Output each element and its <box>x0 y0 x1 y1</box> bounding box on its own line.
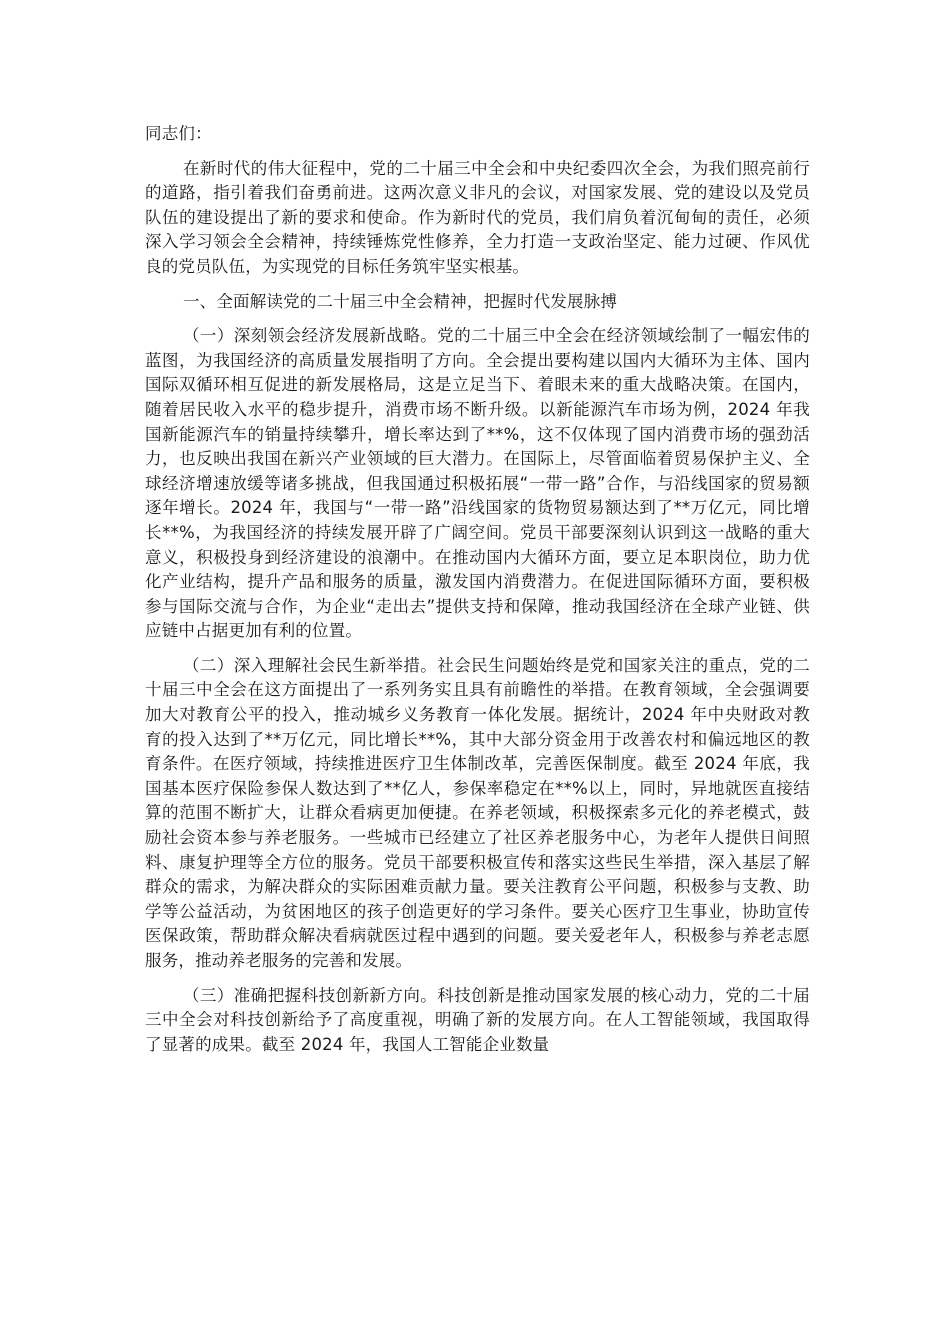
intro-paragraph: 在新时代的伟大征程中，党的二十届三中全会和中央纪委四次全会，为我们照亮前行的道路，指引着我们奋勇前进。这两次意义非凡的会议，对国家发展、党的建设以及党员队伍的建设提出了新的要求和使命。作为新时代的党员，我们肩负着沉甸甸的责任，必须深入学习领会全会精神，持续锤炼党性修养，全力打造一支政治坚定、能力过硬、作风优良的党员队伍，为实现党的目标任务筑牢坚实根基。 <box>145 158 810 276</box>
salutation: 同志们： <box>145 124 212 143</box>
paragraph-economy: （一）深刻领会经济发展新战略。党的二十届三中全会在经济领域绘制了一幅宏伟的蓝图，为我国经济的高质量发展指明了方向。全会提出要构建以国内大循环为主体、国内国际双循环相互促进的新发展格局，这是立足当下、着眼未来的重大战略决策。在国内，随着居民收入水平的稳步提升，消费市场不断升级。以新能源汽车市场为例，2024 年我国新能源汽车的销量持续攀升，增长率达到了**%，这不仅体现了国内消费市场的强劲活力，也反映出我国在新兴产业领域的巨大潜力。在国际上，尽管面临着贸易保护主义、全球经济增速放缓等诸多挑战，但我国通过积极拓展“一带一路”合作，与沿线国家的贸易额逐年增长。2024 年，我国与“一带一路”沿线国家的货物贸易额达到了**万亿元，同比增长**%，为我国经济的持续发展开辟了广阔空间。党员干部要深刻认识到这一战略的重大意义，积极投身到经济建设的浪潮中。在推动国内大循环方面，要立足本职岗位，助力优化产业结构，提升产品和服务的质量，激发国内消费潜力。在促进国际循环方面，要积极参与国际交流与合作，为企业“走出去”提供支持和保障，推动我国经济在全球产业链、供应链中占据更加有利的位置。 <box>145 326 810 641</box>
section-heading: 一、全面解读党的二十届三中全会精神，把握时代发展脉搏 <box>182 291 618 311</box>
paragraph-livelihood: （二）深入理解社会民生新举措。社会民生问题始终是党和国家关注的重点，党的二十届三中全会在这方面提出了一系列务实且具有前瞻性的举措。在教育领域，全会强调要加大对教育公平的投入，推动城乡义务教育一体化发展。据统计，2024 年中央财政对教育的投入达到了**万亿元，同比增长**%，其中大部分资金用于改善农村和偏远地区的教育条件。在医疗领域，持续推进医疗卫生体制改革，完善医保制度。截至 2024 年底，我国基本医疗保险参保人数达到了**亿人，参保率稳定在**%以上，同时，异地就医直接结算的范围不断扩大，让群众看病更加便捷。在养老领域，积极探索多元化的养老模式，鼓励社会资本参与养老服务。一些城市已经建立了社区养老服务中心，为老年人提供日间照料、康复护理等全方位的服务。党员干部要积极宣传和落实这些民生举措，深入基层了解群众的需求，为解决群众的实际困难贡献力量。要关注教育公平问题，积极参与支教、助学等公益活动，为贫困地区的孩子创造更好的学习条件。要关心医疗卫生事业，协助宣传医保政策，帮助群众解决看病就医过程中遇到的问题。要关爱老年人，积极参与养老志愿服务，推动养老服务的完善和发展。 <box>145 655 810 970</box>
document-body <box>145 122 810 1067</box>
paragraph-technology: （三）准确把握科技创新新方向。科技创新是推动国家发展的核心动力，党的二十届三中全会对科技创新给予了高度重视，明确了新的发展方向。在人工智能领域，我国取得了显著的成果。截至 2024 年，我国人工智能企业数量 <box>145 985 810 1054</box>
